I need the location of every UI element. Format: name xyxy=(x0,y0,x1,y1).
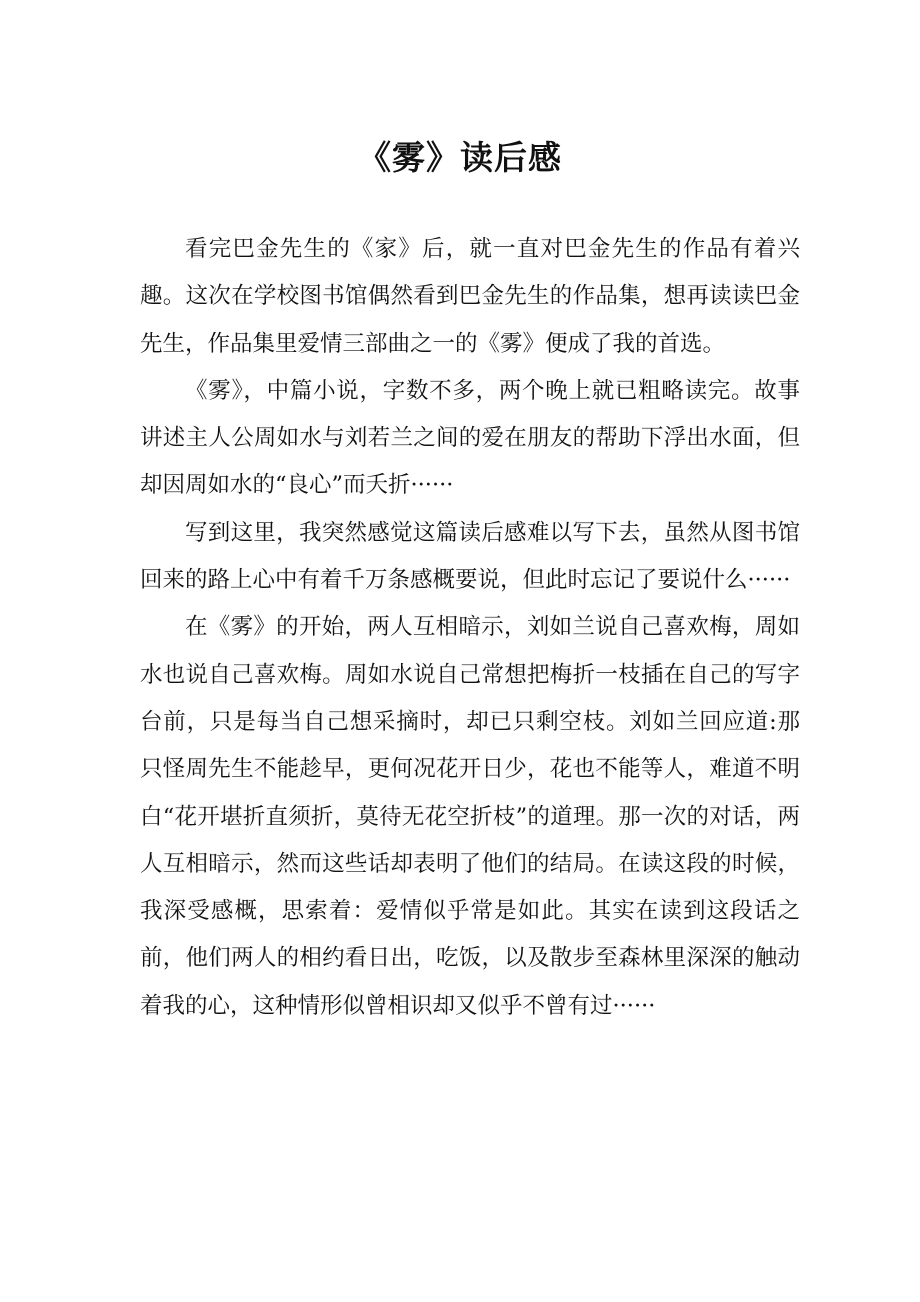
document-title: 《雾》读后感 xyxy=(358,138,562,178)
document-body xyxy=(140,226,800,1030)
paragraph-3: 写到这里，我突然感觉这篇读后感难以写下去，虽然从图书馆回来的路上心中有着千万条感概要说，但此时忘记了要说什么······ xyxy=(140,519,800,594)
paragraph-4: 在《雾》的开始，两人互相暗示，刘如兰说自己喜欢梅，周如水也说自己喜欢梅。周如水说自己常想把梅折一枝插在自己的写字台前，只是每当自己想采摘时，却已只剩空枝。刘如兰回应道:那只怪周先生不能趁早，更何况花开日少，花也不能等人，难道不明白“花开堪折直须折，莫待无花空折枝”的道理。那一次的对话，两人互相暗示，然而这些话却表明了他们的结局。在读这段的时候，我深受感概，思索着：爱情似乎常是如此。其实在读到这段话之前，他们两人的相约看日出，吃饭，以及散步至森林里深深的触动着我的心，这种情形似曾相识却又似乎不曾有过······ xyxy=(140,614,800,1019)
paragraph-1: 看完巴金先生的《家》后，就一直对巴金先生的作品有着兴趣。这次在学校图书馆偶然看到巴金先生的作品集，想再读读巴金先生，作品集里爱情三部曲之一的《雾》便成了我的首选。 xyxy=(140,236,800,357)
paragraph-2: 《雾》，中篇小说，字数不多，两个晚上就已粗略读完。故事讲述主人公周如水与刘若兰之间的爱在朋友的帮助下浮出水面，但却因周如水的“良心”而夭折······ xyxy=(140,377,800,499)
